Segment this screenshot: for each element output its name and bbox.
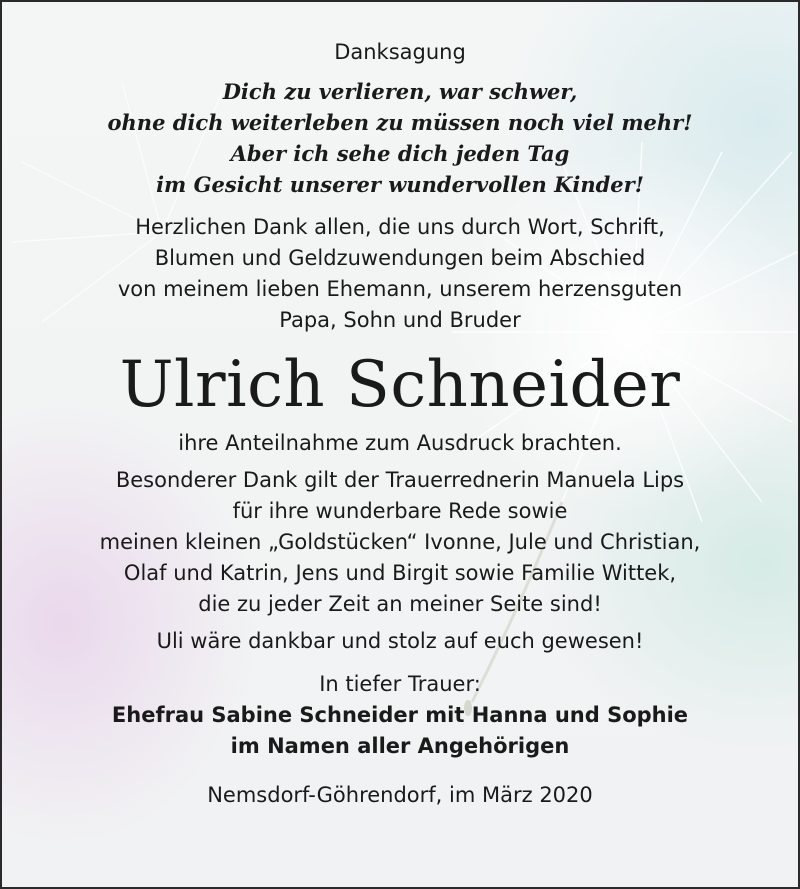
poem-line: Dich zu verlieren, war schwer, — [222, 79, 578, 104]
poem — [2, 76, 798, 200]
thanks-intro — [2, 212, 798, 336]
poem-line: ohne dich weiterleben zu müssen noch viel mehr! — [107, 110, 693, 135]
poem-line: im Gesicht unserer wundervollen Kinder! — [156, 172, 644, 197]
closing-line: Uli wäre dankbar und stolz auf euch gewesen! — [156, 629, 644, 653]
special-thanks-line: Olaf und Katrin, Jens und Birgit sowie Familie Wittek, — [123, 561, 677, 585]
poem-line: Aber ich sehe dich jeden Tag — [230, 141, 570, 166]
special-thanks-line: die zu jeder Zeit an meiner Seite sind! — [198, 592, 602, 616]
signature-intro: In tiefer Trauer: — [319, 672, 481, 696]
signature-line: Ehefrau Sabine Schneider mit Hanna und Sophie — [111, 703, 689, 727]
special-thanks-line: für ihre wunderbare Rede sowie — [232, 499, 568, 523]
thanks-intro-line: Papa, Sohn und Bruder — [279, 308, 521, 332]
thanks-intro-line: von meinem lieben Ehemann, unserem herzensguten — [117, 277, 683, 301]
deceased-name: Ulrich Schneider — [119, 348, 681, 422]
signature — [2, 700, 798, 762]
special-thanks — [2, 465, 798, 620]
thanks-intro-line: Herzlichen Dank allen, die uns durch Wort, Schrift, — [135, 215, 665, 239]
signature-line: im Namen aller Angehörigen — [230, 734, 570, 758]
thanks-intro-line: Blumen und Geldzuwendungen beim Abschied — [154, 246, 646, 270]
page-title: Danksagung — [334, 40, 466, 64]
special-thanks-line: Besonderer Dank gilt der Trauerrednerin Manuela Lips — [115, 468, 685, 492]
special-thanks-line: meinen kleinen „Goldstücken“ Ivonne, Jule und Christian, — [99, 530, 701, 554]
obituary-content — [2, 2, 798, 811]
place-date: Nemsdorf-Göhrendorf, im März 2020 — [207, 783, 593, 807]
thanks-outro: ihre Anteilnahme zum Ausdruck brachten. — [178, 431, 622, 455]
